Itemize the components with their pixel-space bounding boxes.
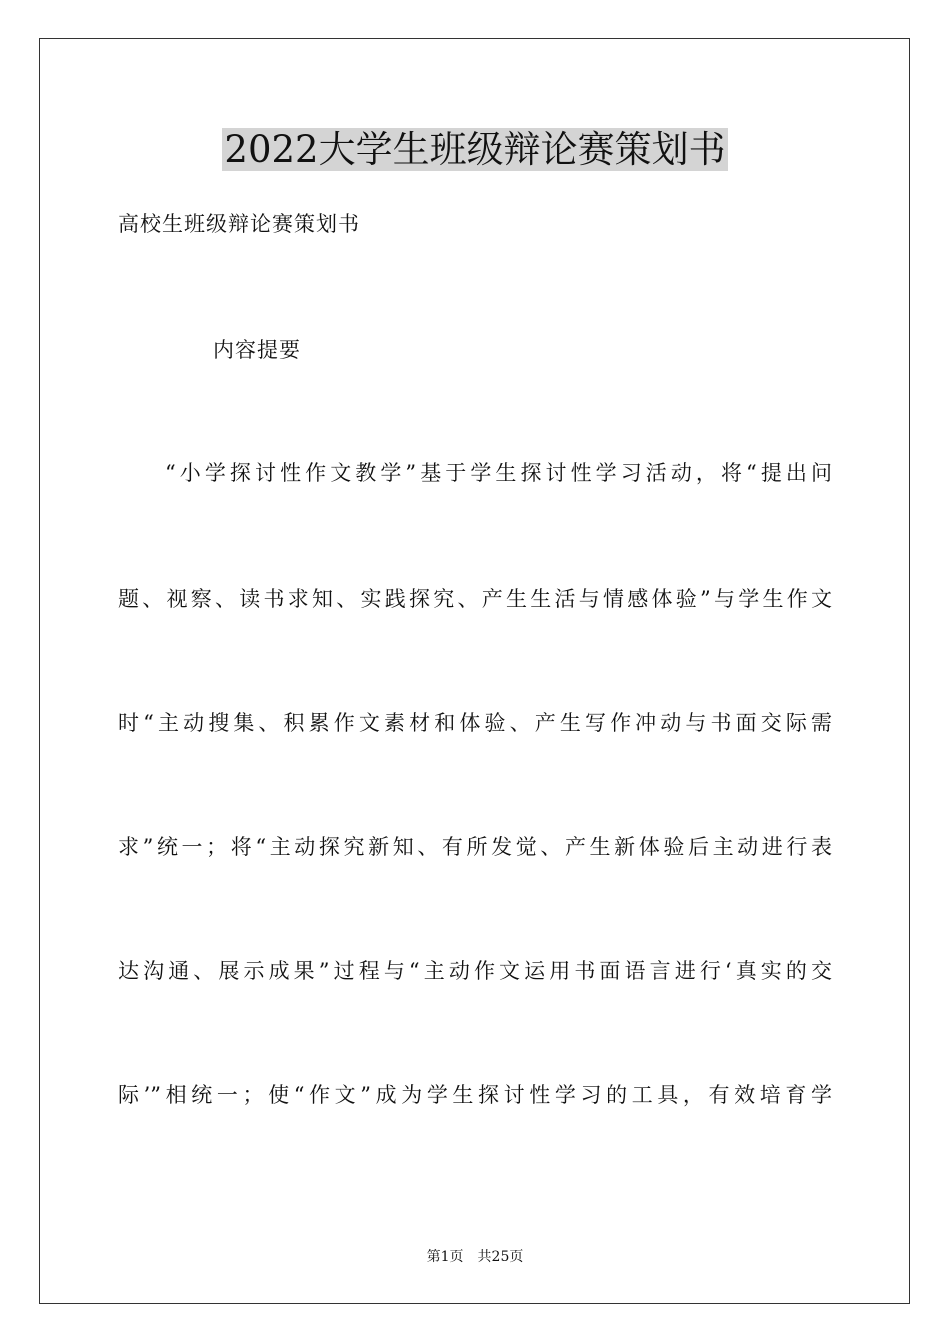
paragraph-line: 时“主动搜集、积累作文素材和体验、产生写作冲动与书面交际需 [118, 711, 832, 735]
document-title [0, 128, 950, 172]
section-heading: 内容提要 [213, 338, 301, 362]
paragraph-line: 求”统一；将“主动探究新知、有所发觉、产生新体验后主动进行表 [118, 835, 832, 859]
page-footer [0, 1247, 950, 1267]
document-subtitle: 高校生班级辩论赛策划书 [118, 212, 360, 236]
paragraph-line: “小学探讨性作文教学”基于学生探讨性学习活动，将“提出问 [165, 461, 832, 485]
paragraph-line: 达沟通、展示成果”过程与“主动作文运用书面语言进行‘真实的交 [118, 959, 832, 983]
paragraph-line: 题、视察、读书求知、实践探究、产生生活与情感体验”与学生作文 [118, 587, 832, 611]
page-total: 共25页 [477, 1249, 524, 1265]
page-number: 第1页 [426, 1249, 464, 1265]
paragraph-line: 际’”相统一；使“作文”成为学生探讨性学习的工具，有效培育学 [118, 1083, 832, 1107]
document-title-text: 2022大学生班级辩论赛策划书 [224, 128, 726, 171]
